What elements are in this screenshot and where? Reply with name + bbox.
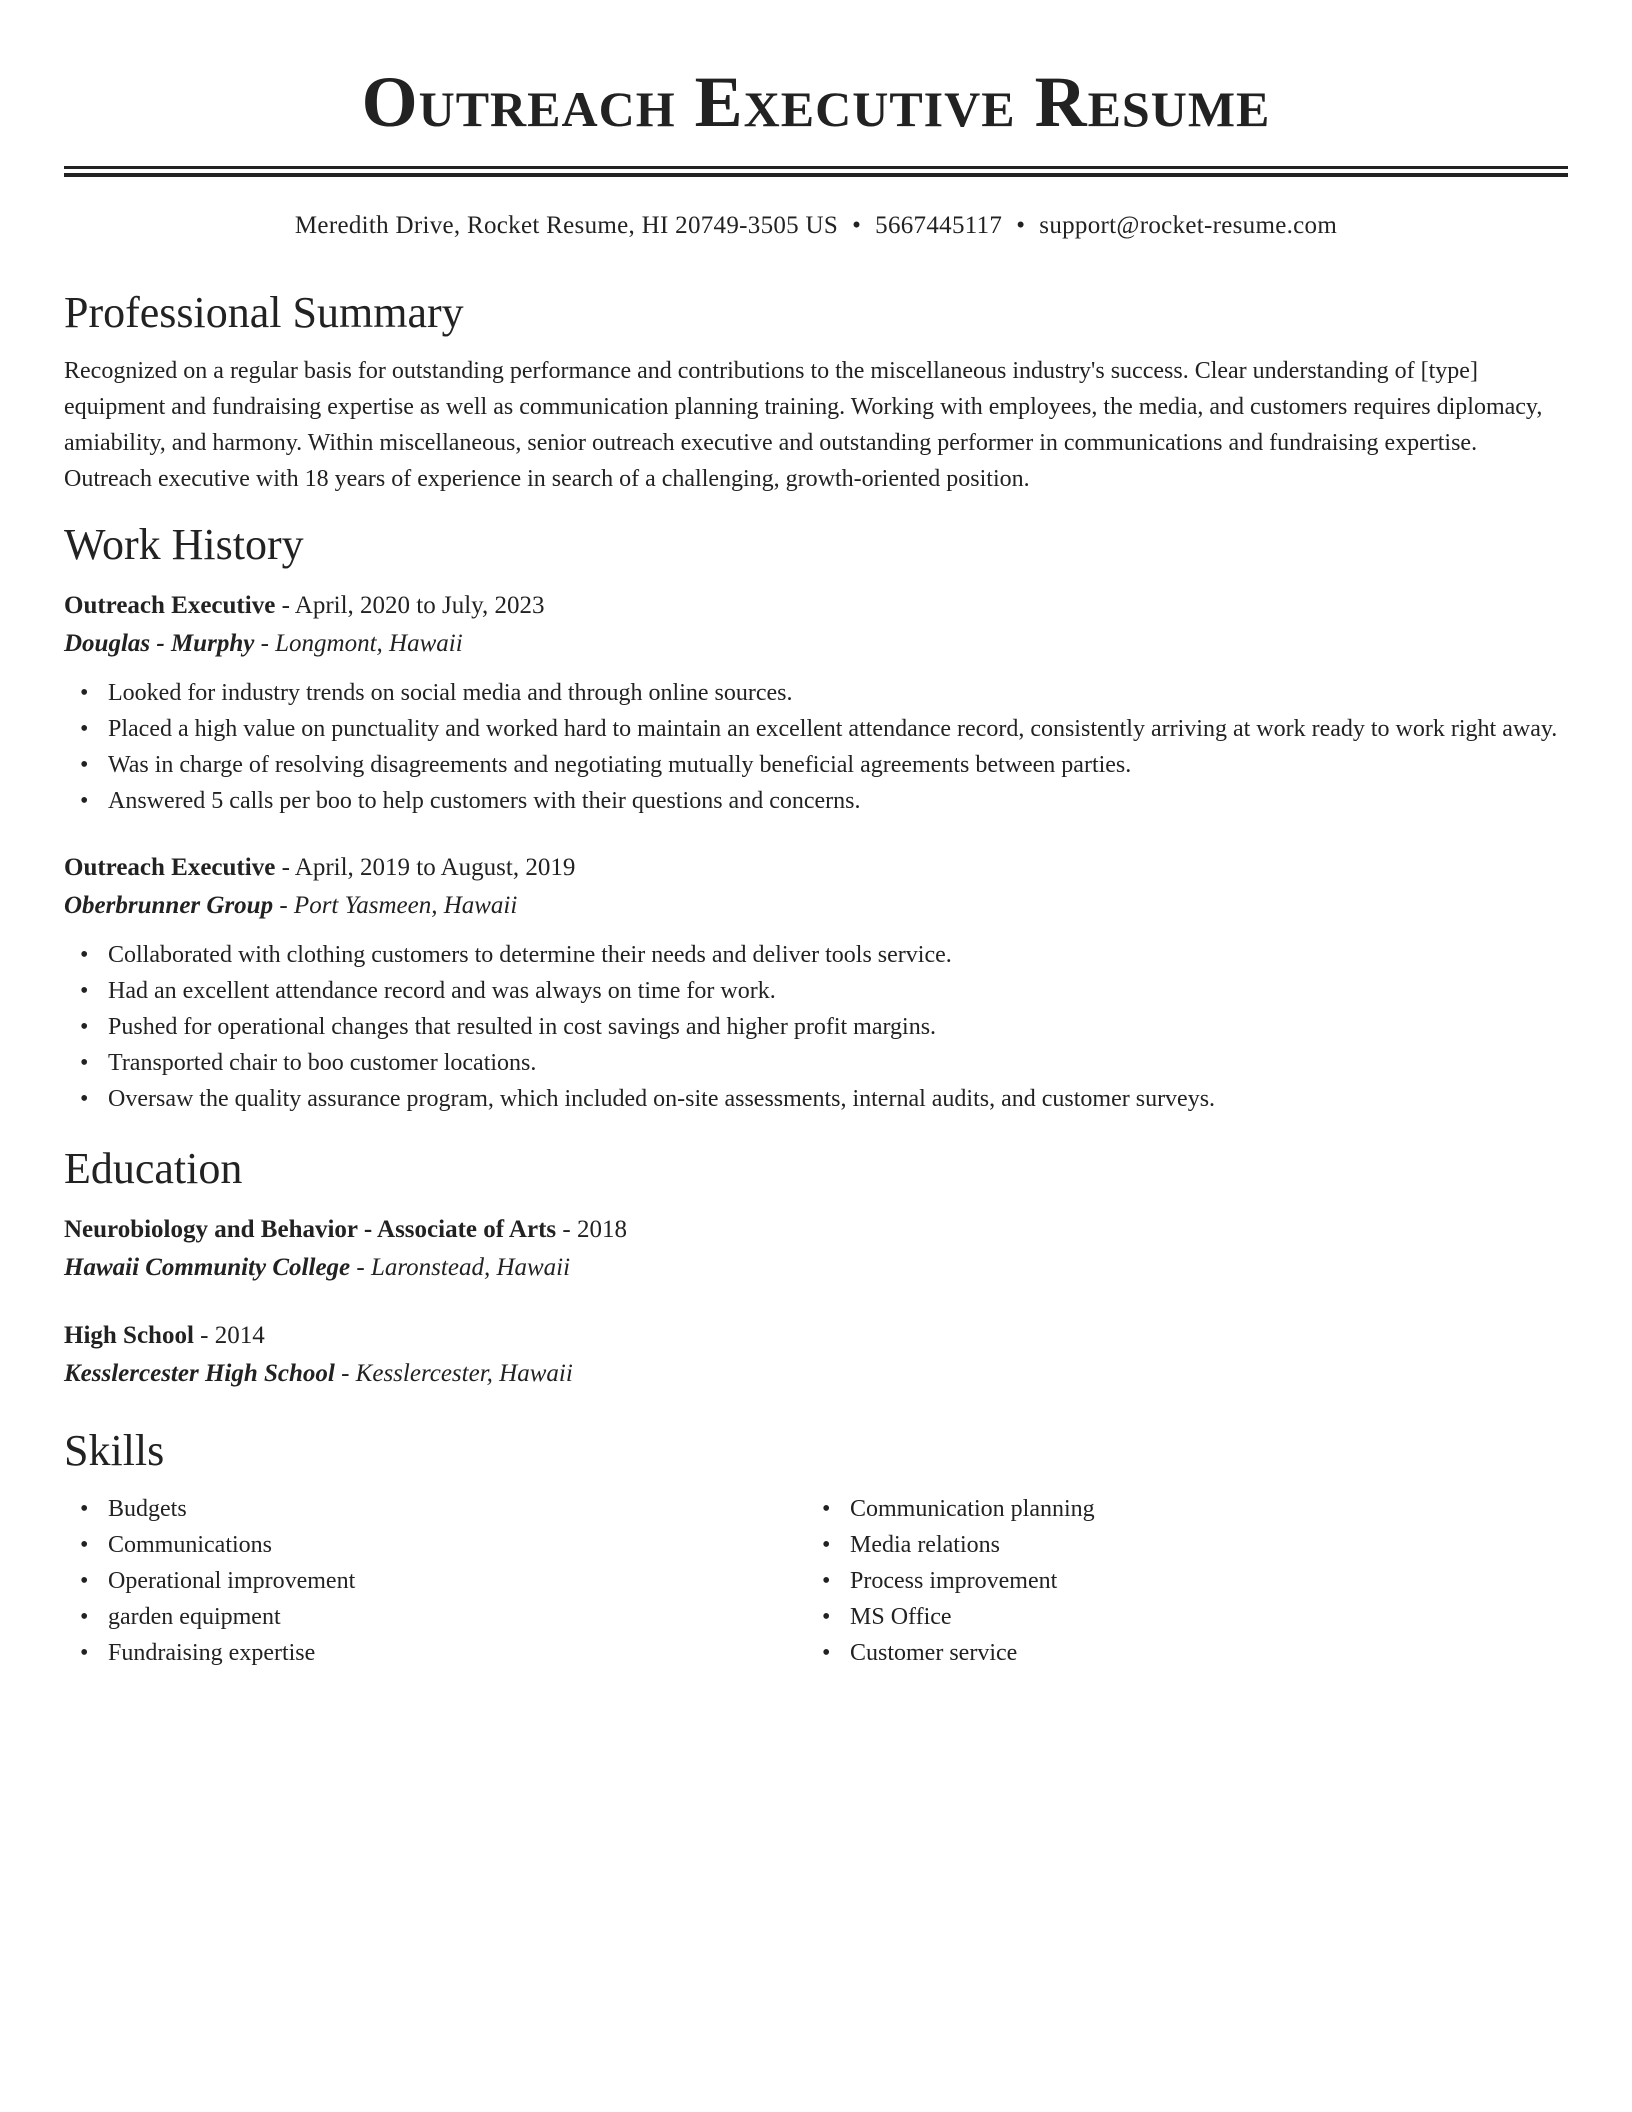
education-location: - Laronstead, Hawaii xyxy=(350,1254,571,1281)
bullet-icon: • xyxy=(80,716,89,742)
job-bullets xyxy=(64,675,1568,819)
list-item xyxy=(80,711,1568,747)
job-title-line xyxy=(64,849,1568,887)
skill-item xyxy=(80,1527,806,1563)
list-item-text: Transported chair to boo customer locations. xyxy=(108,1050,537,1076)
bullet-icon: • xyxy=(80,1532,89,1558)
job-entry xyxy=(64,849,1568,1117)
list-item xyxy=(80,973,1568,1009)
skill-item xyxy=(822,1635,1548,1671)
list-item-text: Pushed for operational changes that resulted in cost savings and higher profit margins. xyxy=(108,1014,937,1040)
skill-text: Operational improvement xyxy=(108,1568,356,1594)
job-title-line xyxy=(64,587,1568,625)
resume-title: Outreach Executive Resume xyxy=(361,62,1271,142)
skill-item xyxy=(80,1491,806,1527)
skill-item xyxy=(822,1491,1548,1527)
education-school: Hawaii Community College xyxy=(64,1254,351,1281)
job-role: Outreach Executive xyxy=(64,854,276,881)
education-year: - 2018 xyxy=(556,1216,627,1243)
bullet-icon: • xyxy=(80,752,89,778)
job-company-line xyxy=(64,625,1568,663)
bullet-icon: • xyxy=(80,1568,89,1594)
skill-item xyxy=(822,1563,1548,1599)
bullet-icon: • xyxy=(80,1050,89,1076)
summary-text: Recognized on a regular basis for outstanding performance and contributions to the miscellaneous industry's success. Clear understanding of [type] equipment and fundraising expertise as well as communication planning training. Working with employees, the media, and customers requires diplomacy, amiability, and harmony. Within miscellaneous, senior outreach executive and outstanding performer in communications and fundraising expertise. Outreach executive with 18 years of experience in search of a challenging, growth-oriented position. xyxy=(64,358,1543,492)
education-entry xyxy=(64,1317,1568,1393)
skill-text: MS Office xyxy=(850,1604,952,1630)
education-degree: High School xyxy=(64,1322,194,1349)
skills-grid xyxy=(64,1491,1568,1671)
list-item-text: Placed a high value on punctuality and worked hard to maintain an excellent attendance record, consistently arriving at work ready to work right away. xyxy=(108,716,1558,742)
bullet-icon: • xyxy=(80,1640,89,1666)
list-item xyxy=(80,1009,1568,1045)
job-company-line xyxy=(64,887,1568,925)
skill-text: Media relations xyxy=(850,1532,1000,1558)
education-heading: Education xyxy=(64,1144,243,1193)
skill-text: Customer service xyxy=(850,1640,1018,1666)
contact-line xyxy=(64,209,1568,243)
education-school: Kesslercester High School xyxy=(64,1360,335,1387)
job-dates: - April, 2019 to August, 2019 xyxy=(275,854,576,881)
skill-text: Communications xyxy=(108,1532,272,1558)
list-item-text: Looked for industry trends on social media and through online sources. xyxy=(108,680,793,706)
skills-column-right xyxy=(806,1491,1548,1671)
education-school-line xyxy=(64,1355,1568,1393)
job-location: - Longmont, Hawaii xyxy=(254,630,463,657)
list-item xyxy=(80,783,1568,819)
bullet-icon: • xyxy=(80,942,89,968)
title-divider xyxy=(64,166,1568,177)
education-school-line xyxy=(64,1249,1568,1287)
list-item xyxy=(80,747,1568,783)
list-item-text: Had an excellent attendance record and was always on time for work. xyxy=(108,978,776,1004)
job-company: Douglas - Murphy xyxy=(64,630,255,657)
skills-heading: Skills xyxy=(64,1426,165,1475)
job-location: - Port Yasmeen, Hawaii xyxy=(273,892,518,919)
list-item-text: Answered 5 calls per boo to help customers with their questions and concerns. xyxy=(108,788,861,814)
job-bullets xyxy=(64,937,1568,1117)
bullet-icon: • xyxy=(80,978,89,1004)
summary-heading: Professional Summary xyxy=(64,288,464,337)
skills-list xyxy=(806,1491,1548,1671)
list-item xyxy=(80,1045,1568,1081)
bullet-icon: • xyxy=(80,1014,89,1040)
list-item xyxy=(80,1081,1568,1117)
bullet-icon: • xyxy=(822,1604,831,1630)
skill-item xyxy=(80,1563,806,1599)
education-entry xyxy=(64,1211,1568,1287)
contact-separator: • xyxy=(852,212,862,239)
bullet-icon: • xyxy=(80,1086,89,1112)
list-item xyxy=(80,675,1568,711)
job-entry xyxy=(64,587,1568,819)
skill-item xyxy=(80,1635,806,1671)
skill-item xyxy=(822,1527,1548,1563)
education-year: - 2014 xyxy=(193,1322,265,1349)
contact-phone: 5667445117 xyxy=(875,212,1003,239)
skill-text: Budgets xyxy=(108,1496,187,1522)
education-degree-line xyxy=(64,1211,1568,1249)
bullet-icon: • xyxy=(80,680,89,706)
bullet-icon: • xyxy=(80,1604,89,1630)
skill-text: Fundraising expertise xyxy=(108,1640,316,1666)
contact-address: Meredith Drive, Rocket Resume, HI 20749-3505 US xyxy=(294,212,839,239)
job-role: Outreach Executive xyxy=(64,592,276,619)
skills-list xyxy=(64,1491,806,1671)
skills-column-left xyxy=(64,1491,806,1671)
job-dates: - April, 2020 to July, 2023 xyxy=(275,592,545,619)
bullet-icon: • xyxy=(822,1532,831,1558)
bullet-icon: • xyxy=(822,1568,831,1594)
skill-text: Communication planning xyxy=(850,1496,1095,1522)
list-item-text: Collaborated with clothing customers to determine their needs and deliver tools service. xyxy=(108,942,952,968)
bullet-icon: • xyxy=(80,1496,89,1522)
skill-text: Process improvement xyxy=(850,1568,1058,1594)
list-item-text: Was in charge of resolving disagreements and negotiating mutually beneficial agreements between parties. xyxy=(108,752,1132,778)
skill-text: garden equipment xyxy=(108,1604,281,1630)
education-degree-line xyxy=(64,1317,1568,1355)
education-degree: Neurobiology and Behavior - Associate of Arts xyxy=(64,1216,557,1243)
list-item xyxy=(80,937,1568,973)
job-company: Oberbrunner Group xyxy=(64,892,274,919)
contact-separator: • xyxy=(1016,212,1026,239)
skill-item xyxy=(80,1599,806,1635)
contact-email: support@rocket-resume.com xyxy=(1039,212,1338,239)
bullet-icon: • xyxy=(80,788,89,814)
education-location: - Kesslercester, Hawaii xyxy=(334,1360,573,1387)
list-item-text: Oversaw the quality assurance program, which included on-site assessments, internal audits, and customer surveys. xyxy=(108,1086,1216,1112)
work-history-heading: Work History xyxy=(64,520,304,569)
bullet-icon: • xyxy=(822,1496,831,1522)
skill-item xyxy=(822,1599,1548,1635)
bullet-icon: • xyxy=(822,1640,831,1666)
